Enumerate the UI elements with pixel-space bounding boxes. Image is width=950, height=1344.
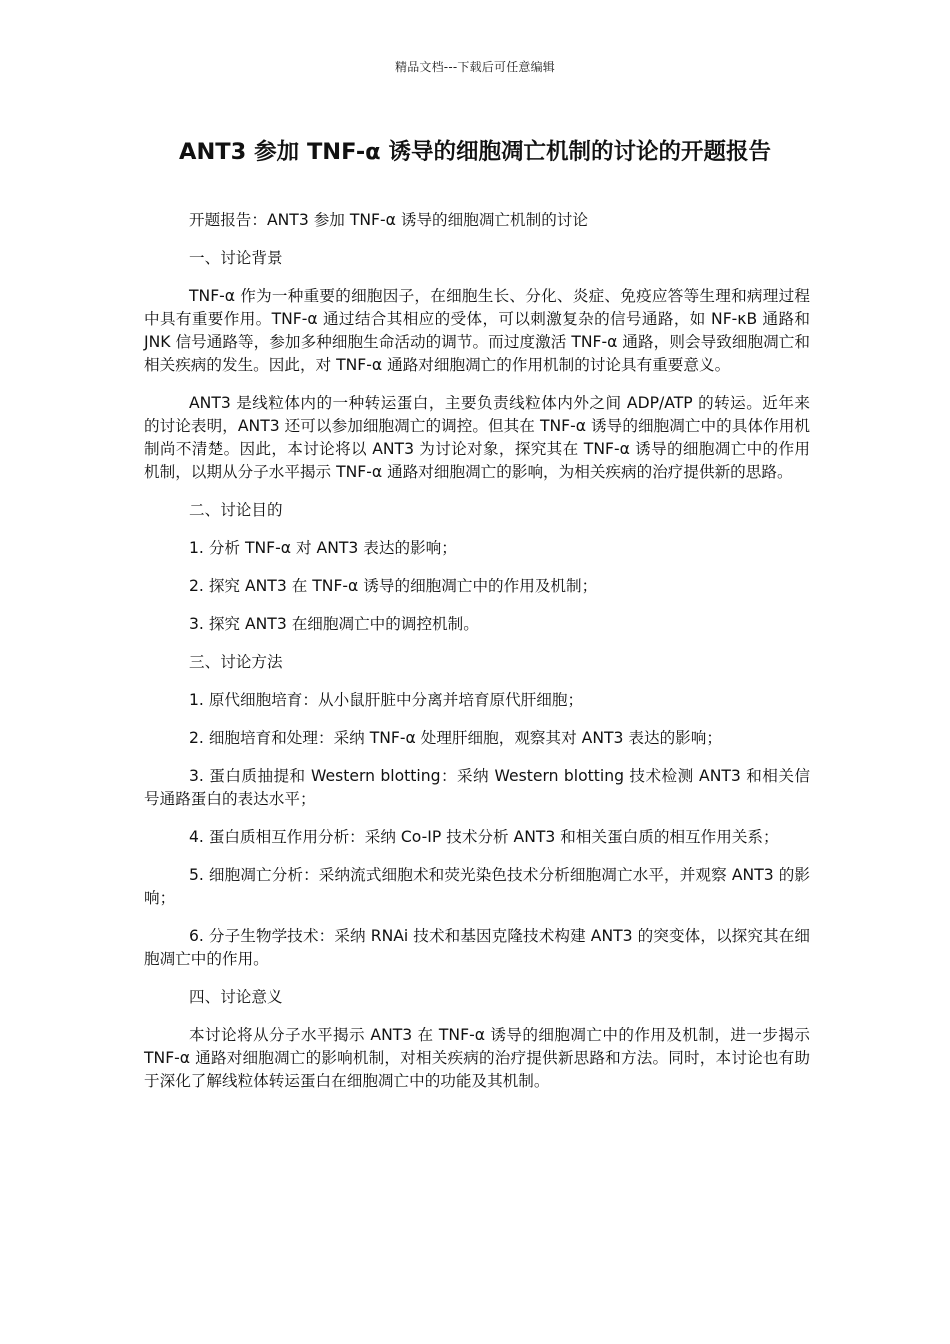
method-item: 3. 蛋白质抽提和 Western blotting：采纳 Western blotting 技术检测 ANT3 和相关信号通路蛋白的表达水平；	[144, 767, 810, 808]
method-item: 1. 原代细胞培育：从小鼠肝脏中分离并培育原代肝细胞；	[189, 691, 584, 709]
section-heading-significance: 四、讨论意义	[189, 988, 283, 1006]
significance-paragraph: 本讨论将从分子水平揭示 ANT3 在 TNF-α 诱导的细胞凋亡中的作用及机制，进一步揭示 TNF-α 通路对细胞凋亡的影响机制，对相关疾病的治疗提供新思路和方法。同时，本讨论也有助于深化了解线粒体转运蛋白在细胞凋亡中的功能及其机制。	[144, 1026, 810, 1090]
intro-line: 开题报告：ANT3 参加 TNF-α 诱导的细胞凋亡机制的讨论	[189, 211, 588, 229]
method-item: 2. 细胞培育和处理：采纳 TNF-α 处理肝细胞，观察其对 ANT3 表达的影响；	[189, 729, 722, 747]
method-item: 6. 分子生物学技术：采纳 RNAi 技术和基因克隆技术构建 ANT3 的突变体，以探究其在细胞凋亡中的作用。	[144, 927, 810, 968]
purpose-item: 2. 探究 ANT3 在 TNF-α 诱导的细胞凋亡中的作用及机制；	[189, 577, 598, 595]
purpose-item: 1. 分析 TNF-α 对 ANT3 表达的影响；	[189, 539, 457, 557]
background-paragraph: ANT3 是线粒体内的一种转运蛋白，主要负责线粒体内外之间 ADP/ATP 的转运。近年来的讨论表明，ANT3 还可以参加细胞凋亡的调控。但其在 TNF-α 诱导的细胞凋亡中的具体作用机制尚不清楚。因此，本讨论将以 ANT3 为讨论对象，探究其在 TNF-α 诱导的细胞凋亡中的作用机制，以期从分子水平揭示 TNF-α 通路对细胞凋亡的影响，为相关疾病的治疗提供新的思路。	[144, 394, 810, 481]
document-title: ANT3 参加 TNF-α 诱导的细胞凋亡机制的讨论的开题报告	[179, 139, 771, 165]
background-paragraph: TNF-α 作为一种重要的细胞因子，在细胞生长、分化、炎症、免疫应答等生理和病理过程中具有重要作用。TNF-α 通过结合其相应的受体，可以刺激复杂的信号通路，如 NF-κB 通路和 JNK 信号通路等，参加多种细胞生命活动的调节。而过度激活 TNF-α 通路，则会导致细胞凋亡和相关疾病的发生。因此，对 TNF-α 通路对细胞凋亡的作用机制的讨论具有重要意义。	[144, 287, 810, 374]
document-body	[144, 209, 810, 1108]
method-item: 5. 细胞凋亡分析：采纳流式细胞术和荧光染色技术分析细胞凋亡水平，并观察 ANT3 的影响；	[144, 866, 810, 907]
purpose-item: 3. 探究 ANT3 在细胞凋亡中的调控机制。	[189, 615, 479, 633]
section-heading-background: 一、讨论背景	[189, 249, 283, 267]
section-heading-methods: 三、讨论方法	[189, 653, 283, 671]
header-note: 精品文档---下载后可任意编辑	[395, 60, 555, 74]
section-heading-purpose: 二、讨论目的	[189, 501, 283, 519]
method-item: 4. 蛋白质相互作用分析：采纳 Co-IP 技术分析 ANT3 和相关蛋白质的相互作用关系；	[189, 828, 779, 846]
